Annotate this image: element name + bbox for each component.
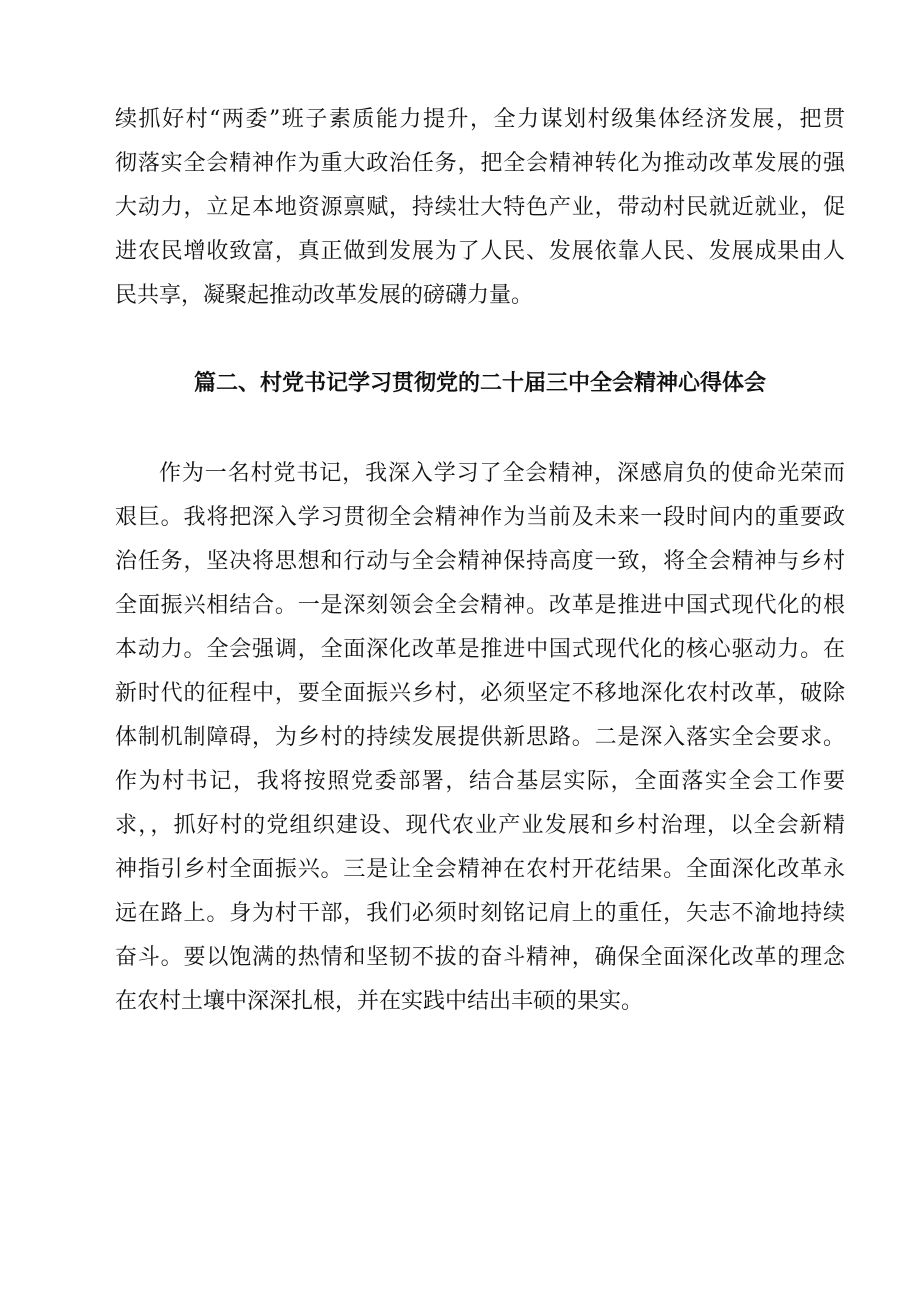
paragraph-line: 民共享，凝聚起推动改革发展的磅礴力量。 [115, 283, 534, 308]
paragraph-line: 神指引乡村全面振兴。三是让全会精神在农村开花结果。全面深化改革永 [115, 857, 845, 882]
paragraph-line: 大动力，立足本地资源禀赋，持续壮大特色产业，带动村民就近就业，促 [115, 195, 845, 220]
paragraph-line: 进农民增收致富，真正做到发展为了人民、发展依靠人民、发展成果由人 [115, 239, 845, 264]
paragraph-line: 求，，抓好村的党组织建设、现代农业产业发展和乡村治理，以全会新精 [115, 813, 845, 838]
paragraph-line: 新时代的征程中，要全面振兴乡村，必须坚定不移地深化农村改革，破除 [115, 681, 845, 706]
paragraph-line: 在农村土壤中深深扎根，并在实践中结出丰硕的果实。 [115, 989, 644, 1014]
paragraph-line: 体制机制障碍，为乡村的持续发展提供新思路。二是深入落实全会要求。 [115, 725, 845, 750]
paragraph-line: 作为一名村党书记，我深入学习了全会精神，深感肩负的使命光荣而 [159, 461, 845, 486]
paragraph-line: 本动力。全会强调，全面深化改革是推进中国式现代化的核心驱动力。在 [115, 637, 845, 662]
paragraph-line: 艰巨。我将把深入学习贯彻全会精神作为当前及未来一段时间内的重要政 [115, 505, 845, 530]
section-heading: 篇二、村党书记学习贯彻党的二十届三中全会精神心得体会 [193, 371, 766, 396]
paragraph-line: 奋斗。要以饱满的热情和坚韧不拔的奋斗精神，确保全面深化改革的理念 [115, 945, 845, 970]
paragraph-line: 远在路上。身为村干部，我们必须时刻铭记肩上的重任，矢志不渝地持续 [115, 901, 845, 926]
paragraph-line: 治任务，坚决将思想和行动与全会精神保持高度一致，将全会精神与乡村 [115, 549, 845, 574]
body-paragraph [115, 452, 845, 1024]
continuation-paragraph [115, 98, 845, 318]
paragraph-line: 彻落实全会精神作为重大政治任务，把全会精神转化为推动改革发展的强 [115, 151, 845, 176]
paragraph-line: 作为村书记，我将按照党委部署，结合基层实际，全面落实全会工作要 [115, 769, 845, 794]
paragraph-line: 续抓好村“两委”班子素质能力提升，全力谋划村级集体经济发展，把贯 [115, 107, 845, 132]
paragraph-line: 全面振兴相结合。一是深刻领会全会精神。改革是推进中国式现代化的根 [115, 593, 845, 618]
